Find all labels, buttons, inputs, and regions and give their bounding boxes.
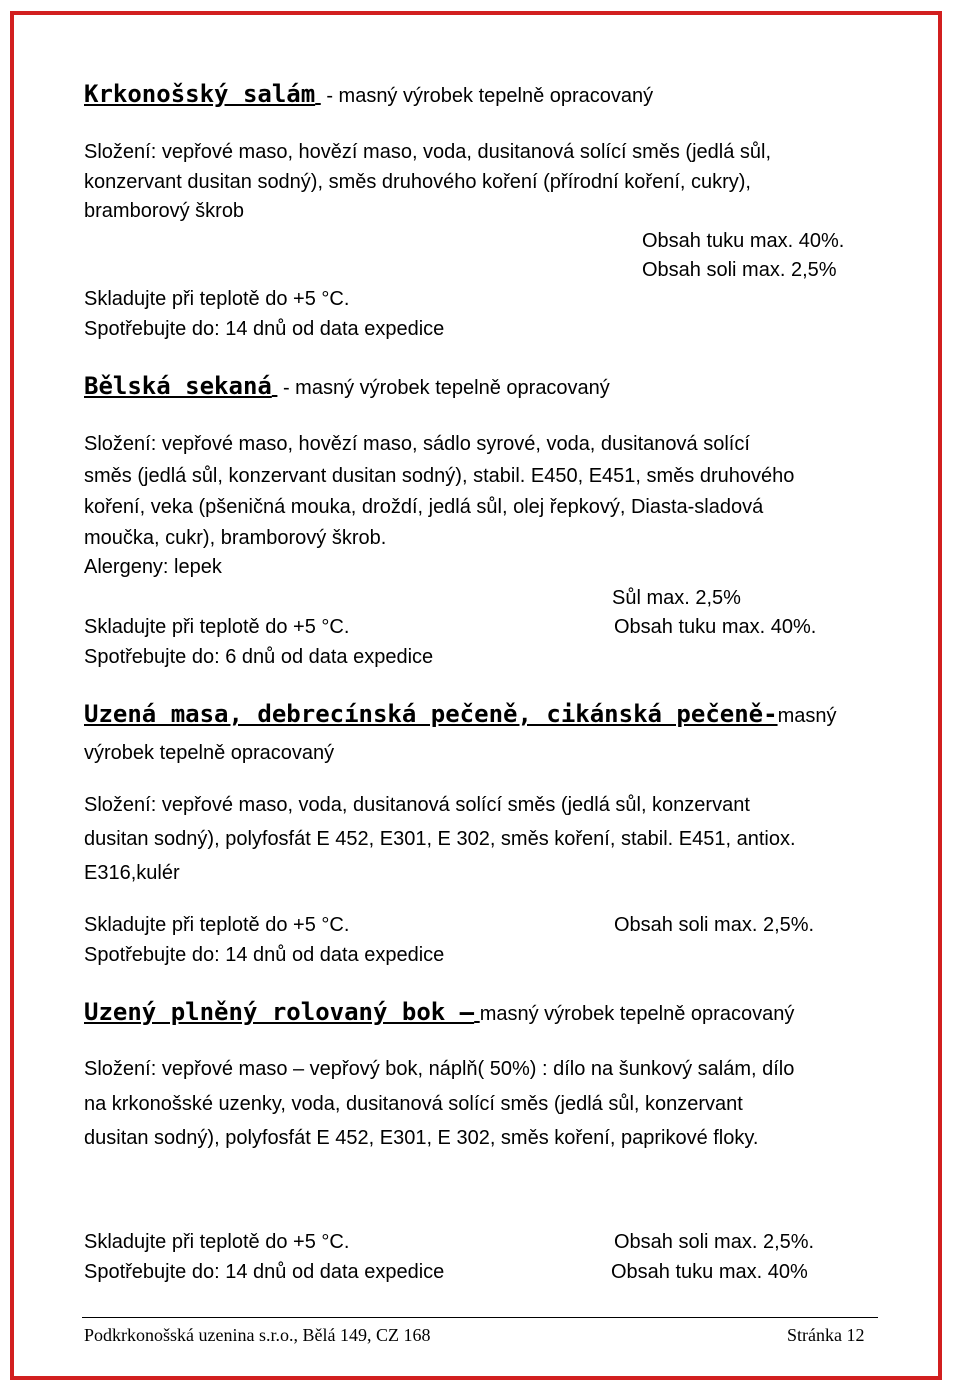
section-4-title-suffix: masný výrobek tepelně opracovaný	[479, 1003, 795, 1025]
section-2-heading	[84, 374, 610, 400]
section-2-title-suffix: - masný výrobek tepelně opracovaný	[282, 377, 610, 399]
section-3-salt: Obsah soli max. 2,5%.	[614, 914, 815, 936]
section-3-composition-line: Složení: vepřové maso, voda, dusitanová solící směs (jedlá sůl, konzervant	[84, 794, 750, 816]
section-2-allergens: Alergeny: lepek	[84, 556, 222, 578]
section-2-salt: Sůl max. 2,5%	[612, 587, 741, 609]
section-1-best-before: Spotřebujte do: 14 dnů od data expedice	[84, 318, 445, 340]
section-2-fat: Obsah tuku max. 40%.	[614, 616, 817, 638]
section-3-title-suffix: masný	[777, 705, 837, 727]
section-3-storage: Skladujte při teplotě do +5 °C.	[84, 914, 350, 936]
section-1-title: Krkonošský salám	[84, 80, 316, 108]
footer-divider	[82, 1317, 878, 1318]
section-2-composition-line: směs (jedlá sůl, konzervant dusitan sodný), stabil. E450, E451, směs druhového	[84, 465, 795, 487]
section-2-composition-line: Složení: vepřové maso, hovězí maso, sádlo syrové, voda, dusitanová solící	[84, 433, 750, 455]
section-4-composition-line: na krkonošské uzenky, voda, dusitanová solící směs (jedlá sůl, konzervant	[84, 1093, 743, 1115]
section-1-composition-line: konzervant dusitan sodný), směs druhového koření (přírodní koření, cukry),	[84, 171, 751, 193]
section-3-title-line2: výrobek tepelně opracovaný	[84, 742, 335, 764]
section-1-storage: Skladujte při teplotě do +5 °C.	[84, 288, 350, 310]
section-2-best-before: Spotřebujte do: 6 dnů od data expedice	[84, 646, 434, 668]
section-1-composition-line: bramborový škrob	[84, 200, 245, 222]
section-3-heading	[84, 702, 836, 728]
section-1-title-suffix: - masný výrobek tepelně opracovaný	[326, 85, 654, 107]
section-1-salt: Obsah soli max. 2,5%	[642, 259, 837, 281]
section-1-composition-line: Složení: vepřové maso, hovězí maso, voda, dusitanová solící směs (jedlá sůl,	[84, 141, 772, 163]
section-4-salt: Obsah soli max. 2,5%.	[614, 1231, 815, 1253]
section-3-title: Uzená masa, debrecínská pečeně, cikánská pečeně-	[84, 700, 778, 728]
section-2-storage: Skladujte při teplotě do +5 °C.	[84, 616, 350, 638]
section-4-heading	[84, 1000, 794, 1026]
section-2-title: Bělská sekaná	[84, 372, 272, 400]
section-3-best-before: Spotřebujte do: 14 dnů od data expedice	[84, 944, 445, 966]
section-3-composition-line: E316,kulér	[84, 862, 180, 884]
section-3-composition-line: dusitan sodný), polyfosfát E 452, E301, E 302, směs koření, stabil. E451, antiox.	[84, 828, 796, 850]
section-4-storage: Skladujte při teplotě do +5 °C.	[84, 1231, 350, 1253]
section-2-composition-line: koření, veka (pšeničná mouka, droždí, jedlá sůl, olej řepkový, Diasta-sladová	[84, 496, 764, 518]
footer-company: Podkrkonošská uzenina s.r.o., Bělá 149, CZ 168	[84, 1325, 431, 1345]
section-2-composition-line: moučka, cukr), bramborový škrob.	[84, 527, 387, 549]
section-1-heading	[84, 82, 653, 108]
section-4-best-before: Spotřebujte do: 14 dnů od data expedice	[84, 1261, 445, 1283]
section-1-fat: Obsah tuku max. 40%.	[642, 230, 845, 252]
footer-page-number: Stránka 12	[787, 1325, 865, 1345]
section-4-title: Uzený plněný rolovaný bok –	[84, 998, 475, 1026]
section-4-composition-line: dusitan sodný), polyfosfát E 452, E301, E 302, směs koření, paprikové floky.	[84, 1127, 759, 1149]
section-4-fat: Obsah tuku max. 40%	[611, 1261, 808, 1283]
section-4-composition-line: Složení: vepřové maso – vepřový bok, náplň( 50%) : dílo na šunkový salám, dílo	[84, 1058, 795, 1080]
